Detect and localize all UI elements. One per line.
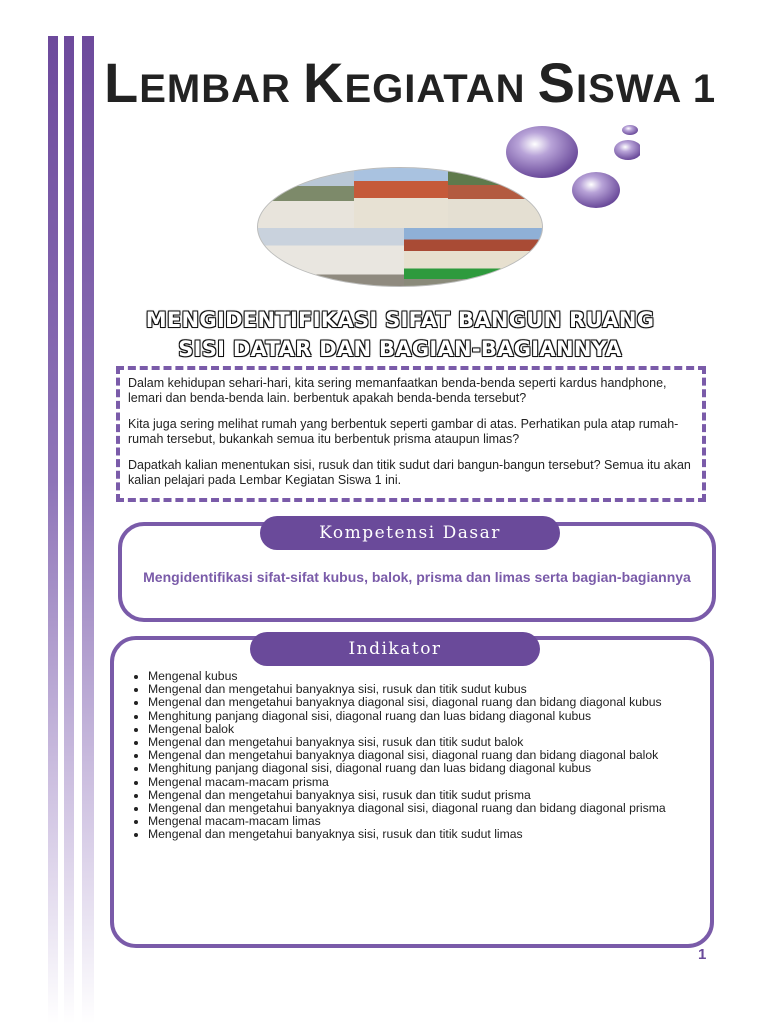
houses-photo-collage	[258, 168, 542, 286]
stripe-1	[48, 36, 58, 1024]
page-number: 1	[698, 946, 707, 963]
list-item: • Mengenal dan mengetahui banyaknya sisi, rusuk dan titik sudut balok	[148, 736, 738, 749]
list-item: • Mengenal kubus	[148, 670, 738, 683]
list-item: • Mengenal dan mengetahui banyaknya diagonal sisi, diagonal ruang dan bidang diagonal kubus	[148, 696, 738, 709]
title-initial: S	[537, 51, 576, 114]
intro-box	[116, 366, 706, 502]
photo-house-1	[258, 168, 354, 228]
page-title	[104, 50, 716, 115]
indikator-heading: Indikator	[250, 632, 540, 666]
title-initial: L	[104, 51, 140, 114]
title-part: EMBAR	[139, 67, 303, 111]
list-item: • Mengenal dan mengetahui banyaknya sisi, rusuk dan titik sudut kubus	[148, 683, 738, 696]
bubble-small	[614, 140, 640, 160]
list-item: • Mengenal balok	[148, 723, 738, 736]
intro-paragraph: Dalam kehidupan sehari-hari, kita sering memanfaatkan benda-benda seperti kardus handphone, lemari dan benda-benda lain. berbentuk apakah benda-benda tersebut?	[128, 376, 667, 405]
subtitle-line-1: MENGIDENTIFIKASI SIFAT BANGUN RUANG	[145, 308, 655, 332]
intro-paragraph: Kita juga sering melihat rumah yang berbentuk seperti gambar di atas. Perhatikan pula atap rumah-rumah tersebut, bukankah semua itu berbentuk prisma ataupun limas?	[128, 417, 679, 446]
list-item: • Mengenal macam-macam limas	[148, 815, 738, 828]
kompetensi-heading: Kompetensi Dasar	[260, 516, 560, 550]
list-item: • Menghitung panjang diagonal sisi, diagonal ruang dan luas bidang diagonal kubus	[148, 762, 738, 775]
bubble-tiny	[622, 125, 638, 135]
list-item: • Mengenal dan mengetahui banyaknya sisi, rusuk dan titik sudut prisma	[148, 789, 738, 802]
title-part: ISWA 1	[576, 67, 717, 111]
stripe-3	[82, 36, 94, 1024]
decorative-stripes	[0, 0, 110, 1024]
list-item: • Mengenal macam-macam prisma	[148, 776, 738, 789]
stripe-2	[64, 36, 74, 1024]
subtitle-line-2: SISI DATAR DAN BAGIAN-BAGIANNYA	[178, 337, 622, 361]
list-item: • Mengenal dan mengetahui banyaknya sisi, rusuk dan titik sudut limas	[148, 828, 738, 841]
list-item: • Menghitung panjang diagonal sisi, diagonal ruang dan luas bidang diagonal kubus	[148, 710, 738, 723]
intro-paragraph: Dapatkah kalian menentukan sisi, rusuk dan titik sudut dari bangun-bangun tersebut? Semua itu akan kalian pelajari pada Lembar Kegiatan Siswa 1 ini.	[128, 458, 691, 487]
list-item: • Mengenal dan mengetahui banyaknya diagonal sisi, diagonal ruang dan bidang diagonal prisma	[148, 802, 738, 815]
list-item: • Mengenal dan mengetahui banyaknya diagonal sisi, diagonal ruang dan bidang diagonal balok	[148, 749, 738, 762]
photo-house-5	[404, 228, 542, 286]
photo-house-3	[448, 168, 542, 228]
photo-house-4	[258, 228, 404, 286]
title-initial: K	[303, 51, 345, 114]
title-part: EGIATAN	[344, 67, 538, 111]
bubble-medium	[572, 172, 620, 208]
indikator-list	[128, 670, 738, 842]
section-subtitle	[110, 306, 690, 364]
kompetensi-text: Mengidentifikasi sifat-sifat kubus, balok, prisma dan limas serta bagian-bagiannya	[143, 569, 691, 585]
photo-house-2	[354, 168, 448, 228]
